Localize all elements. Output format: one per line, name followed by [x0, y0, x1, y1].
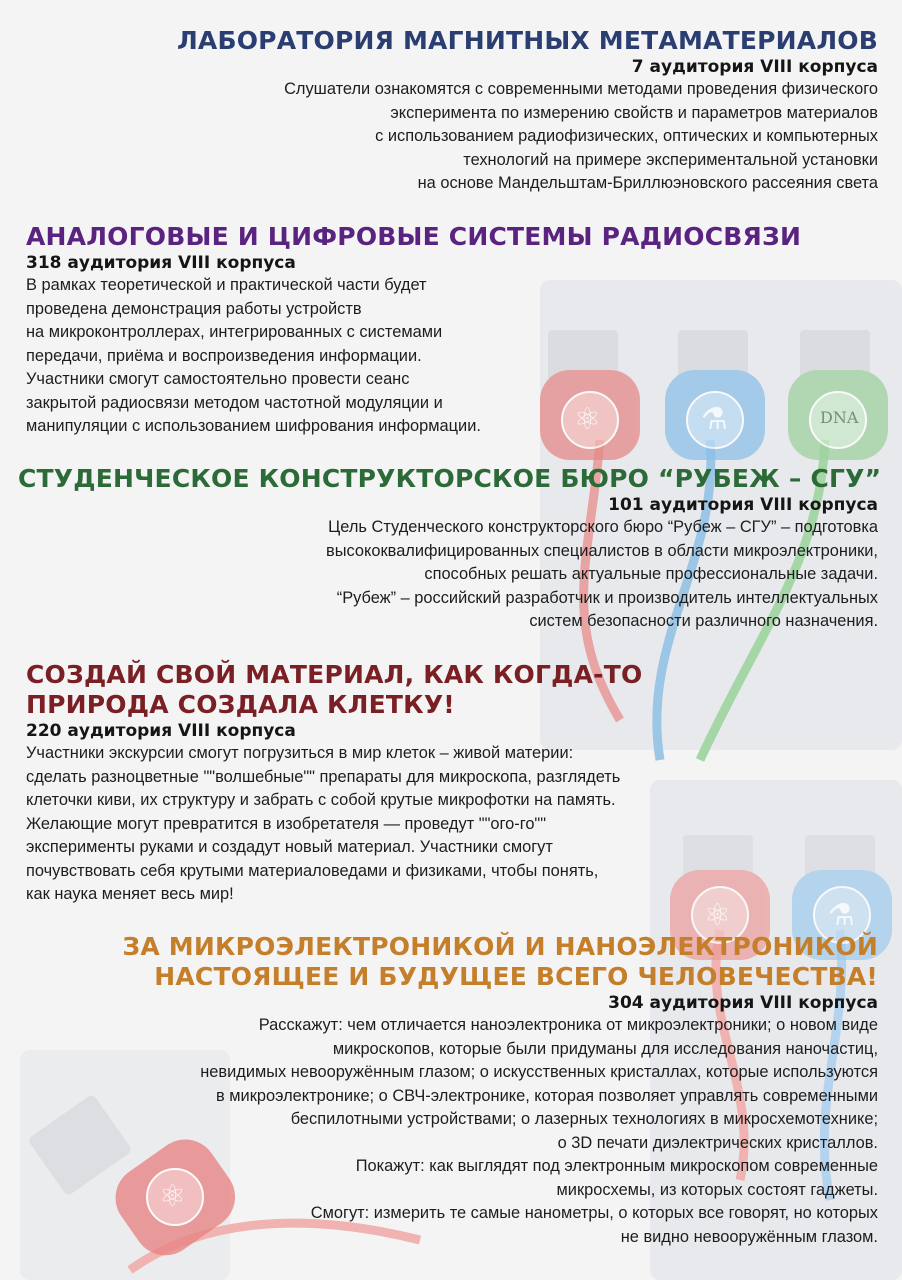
section-description [26, 274, 746, 439]
section-create-material [26, 660, 786, 907]
line-text: беспилотными устройствами; о лазерных технологиях в микросхемотехнике; [290, 1110, 878, 1128]
line-text: не видно невооружённым глазом. [620, 1227, 878, 1246]
section-title [26, 660, 786, 720]
description-line: передачи, приёма и воспроизведения информации. [26, 346, 422, 365]
description-line: систем безопасности различного назначения. [529, 612, 878, 630]
lead-word: Покажут [355, 1157, 421, 1175]
description-line: “Рубеж” – российский разработчик и производитель интеллектуальных [336, 588, 878, 607]
description-line: манипуляции с использованием шифрования информации. [26, 417, 481, 435]
section-radio-systems [26, 222, 802, 439]
description-line: Желающие могут превратится в изобретателя — проведут ""ого-го"" [26, 814, 547, 833]
description-line: эксперименты руками и создадут новый материал. Участники смогут [26, 838, 553, 856]
description-line [18, 1155, 878, 1179]
section-micro-nano-electronics [18, 932, 878, 1249]
section-description [26, 742, 786, 907]
description-line: с использованием радиофизических, оптических и компьютерных [375, 127, 878, 145]
description-line [18, 1226, 878, 1250]
room-label: 101 аудитория VIII корпуса [608, 495, 878, 515]
section-title [26, 222, 802, 252]
line-text: : как выглядят под электронным микроскопом современные [420, 1157, 878, 1175]
section-magnetic-metamaterials [18, 26, 878, 196]
section-title-line: ЛАБОРАТОРИЯ МАГНИТНЫХ МЕТАМАТЕРИАЛОВ [176, 26, 878, 55]
section-title [18, 932, 878, 992]
description-line [18, 1179, 878, 1203]
description-line: Цель Студенческого конструкторского бюро “Рубеж – СГУ” – подготовка [328, 518, 878, 536]
atom-icon: ⚛ [159, 1180, 186, 1213]
description-line: В рамках теоретической и практической части будет [26, 276, 427, 294]
section-description [18, 78, 878, 196]
flask-icon: ⚗ [828, 899, 855, 932]
description-line: способных решать актуальные профессиональные задачи. [424, 565, 878, 583]
description-line: проведена демонстрация работы устройств [26, 299, 362, 318]
description-line: почувствовать себя крутыми материаловедами и физиками, чтобы понять, [26, 861, 599, 880]
section-title-line: ЗА МИКРОЭЛЕКТРОНИКОЙ И НАНОЭЛЕКТРОНИКОЙ [122, 932, 878, 961]
line-text: микросхемы, из которых состоят гаджеты. [556, 1180, 878, 1199]
description-line: на основе Мандельштам-Бриллюэновского рассеяния света [417, 174, 878, 192]
atom-icon: ⚛ [574, 403, 601, 436]
description-line: закрытой радиосвязи методом частотной модуляции и [26, 393, 443, 412]
description-line: высококвалифицированных специалистов в области микроэлектроники, [326, 541, 878, 560]
description-line [18, 1061, 878, 1085]
lead-word: Смогут [310, 1204, 365, 1222]
section-title-line: ПРИРОДА СОЗДАЛА КЛЕТКУ! [26, 690, 455, 719]
atom-icon: ⚛ [704, 899, 731, 932]
line-text: в микроэлектронике; о СВЧ-электронике, которая позволяет управлять современными [216, 1086, 878, 1105]
description-line: Участники смогут самостоятельно провести сеанс [26, 370, 410, 388]
line-text: о 3D печати диэлектрических кристаллов. [557, 1133, 878, 1152]
section-title-line: СТУДЕНЧЕСКОЕ КОНСТРУКТОРСКОЕ БЮРО “РУБЕЖ – СГУ” [18, 464, 882, 493]
section-design-bureau [18, 464, 882, 634]
section-title-line: СОЗДАЙ СВОЙ МАТЕРИАЛ, КАК КОГДА-ТО [26, 660, 643, 689]
section-title-line: АНАЛОГОВЫЕ И ЦИФРОВЫЕ СИСТЕМЫ РАДИОСВЯЗИ [26, 222, 802, 251]
dna-icon: DNA [820, 408, 859, 427]
description-line: технологий на примере экспериментальной установки [463, 150, 878, 169]
room-label: 304 аудитория VIII корпуса [608, 993, 878, 1013]
description-line [18, 1014, 878, 1038]
description-line [18, 1038, 878, 1062]
description-line [18, 1132, 878, 1156]
section-description [18, 1014, 878, 1249]
description-line: клеточки киви, их структуру и забрать с собой крутые микрофотки на память. [26, 791, 616, 809]
section-title [18, 464, 882, 494]
room-label: 7 аудитория VIII корпуса [631, 57, 878, 77]
room-label: 318 аудитория VIII корпуса [26, 253, 296, 273]
description-line: как наука меняет весь мир! [26, 885, 234, 903]
description-line: Участники экскурсии смогут погрузиться в мир клеток – живой материи: [26, 744, 574, 762]
description-line: сделать разноцветные ""волшебные"" препараты для микроскопа, разглядеть [26, 767, 621, 786]
description-line [18, 1202, 878, 1226]
line-text: : измерить те самые нанометры, о которых все говорят, но которых [364, 1204, 878, 1222]
description-line: Слушатели ознакомятся с современными методами проведения физического [284, 80, 878, 98]
lead-word: Расскажут [258, 1016, 339, 1034]
line-text: невидимых невооружённым глазом; о искусственных кристаллах, которые используются [200, 1063, 878, 1081]
description-line [18, 1108, 878, 1132]
section-description [18, 516, 878, 634]
description-line: на микроконтроллерах, интегрированных с системами [26, 323, 443, 341]
flask-icon: ⚗ [701, 403, 728, 436]
description-line [18, 1085, 878, 1109]
section-title [18, 26, 878, 56]
description-line: эксперимента по измерению свойств и параметров материалов [390, 103, 878, 122]
section-title-line: НАСТОЯЩЕЕ И БУДУЩЕЕ ВСЕГО ЧЕЛОВЕЧЕСТВА! [154, 962, 878, 991]
line-text: : чем отличается наноэлектроника от микроэлектроники; о новом виде [338, 1016, 878, 1034]
line-text: микроскопов, которые были придуманы для исследования наночастиц, [332, 1039, 878, 1058]
room-label: 220 аудитория VIII корпуса [26, 721, 296, 741]
